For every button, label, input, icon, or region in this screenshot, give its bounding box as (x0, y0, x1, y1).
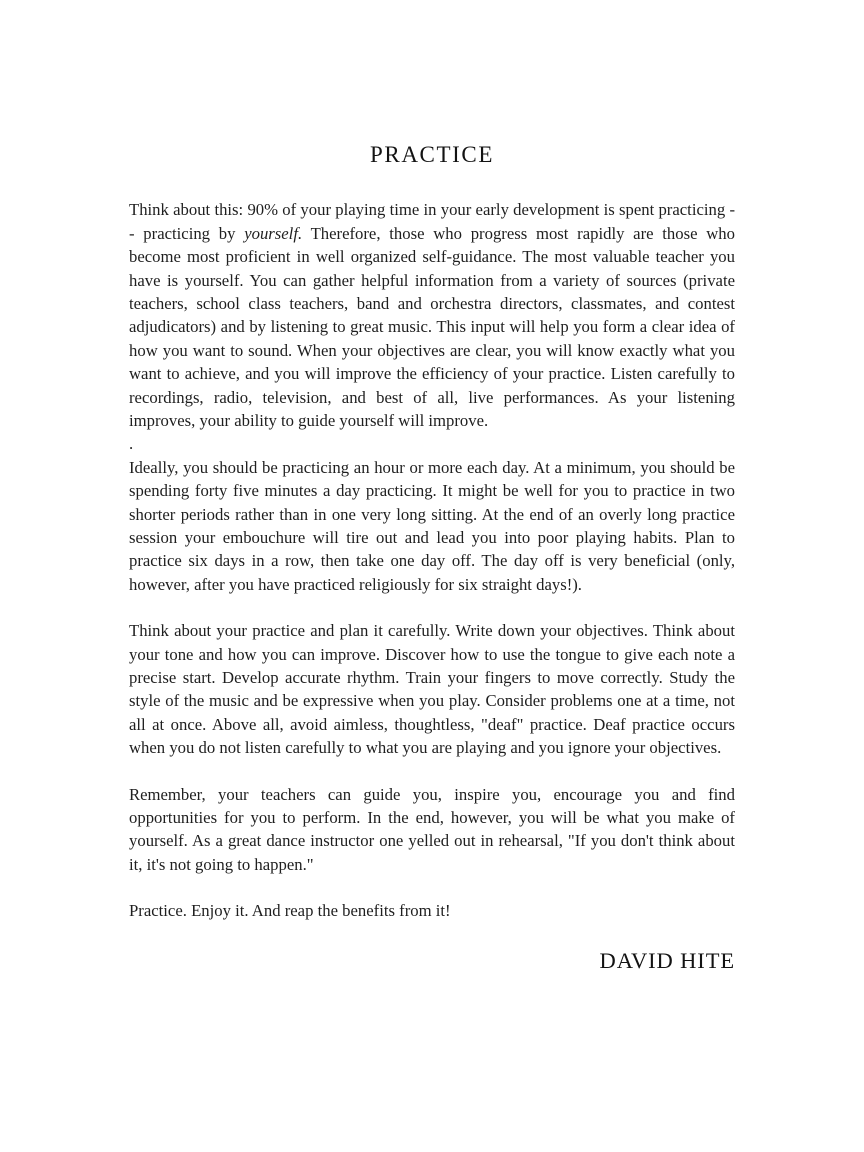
paragraph-2: Ideally, you should be practicing an hour or more each day. At a minimum, you should be spending forty five minutes a day practicing. It might be well for you to practice in two shorter periods rather than in one very long sitting. At the end of an overly long practice session your embouchure will tire out and lead you into poor playing habits. Plan to practice six days in a row, then take one day off. The day off is very beneficial (only, however, after you have practiced religiously for six straight days!). (129, 457, 735, 594)
document-content-column (129, 0, 735, 974)
paragraph-1-emphasis-yourself: yourself. (244, 223, 303, 243)
stray-period-separator: . (129, 434, 134, 454)
document-body (129, 198, 735, 973)
paragraph-1-text-before-italic: Think about this: 90% of your playing time in your early development is spent practicing -- practicing by (129, 200, 735, 243)
paragraph-3: Think about your practice and plan it carefully. Write down your objectives. Think about your tone and how you can improve. Discover how to use the tongue to give each note a precise start. Develop accurate rhythm. Train your fingers to move correctly. Study the style of the music and be expressive when you play. Consider problems one at a time, not all at once. Above all, avoid aimless, thoughtless, "deaf" practice. Deaf practice occurs when you do not listen carefully to what you are playing and you ignore your objectives. (129, 621, 735, 758)
author-signature: DAVID HITE (599, 947, 735, 973)
paragraph-1-text-after-italic: Therefore, those who progress most rapidly are those who become most proficient in well organized self-guidance. The most valuable teacher you have is yourself. You can gather helpful information from a variety of sources (private teachers, school class teachers, band and orchestra directors, classmates, and contest adjudicators) and by listening to great music. This input will help you form a clear idea of how you want to sound. When your objectives are clear, you will know exactly what you want to achieve, and you will improve the efficiency of your practice. Listen carefully to recordings, radio, television, and best of all, live performances. As your listening improves, your ability to guide yourself will improve. (129, 223, 735, 430)
paragraph-5-closing: Practice. Enjoy it. And reap the benefits from it! (129, 901, 451, 921)
paragraph-4: Remember, your teachers can guide you, inspire you, encourage you and find opportunities for you to perform. In the end, however, you will be what you make of yourself. As a great dance instructor one yelled out in rehearsal, "If you don't think about it, it's not going to happen." (129, 784, 735, 874)
paragraph-1 (129, 198, 735, 432)
page-title: PRACTICE (370, 142, 494, 167)
